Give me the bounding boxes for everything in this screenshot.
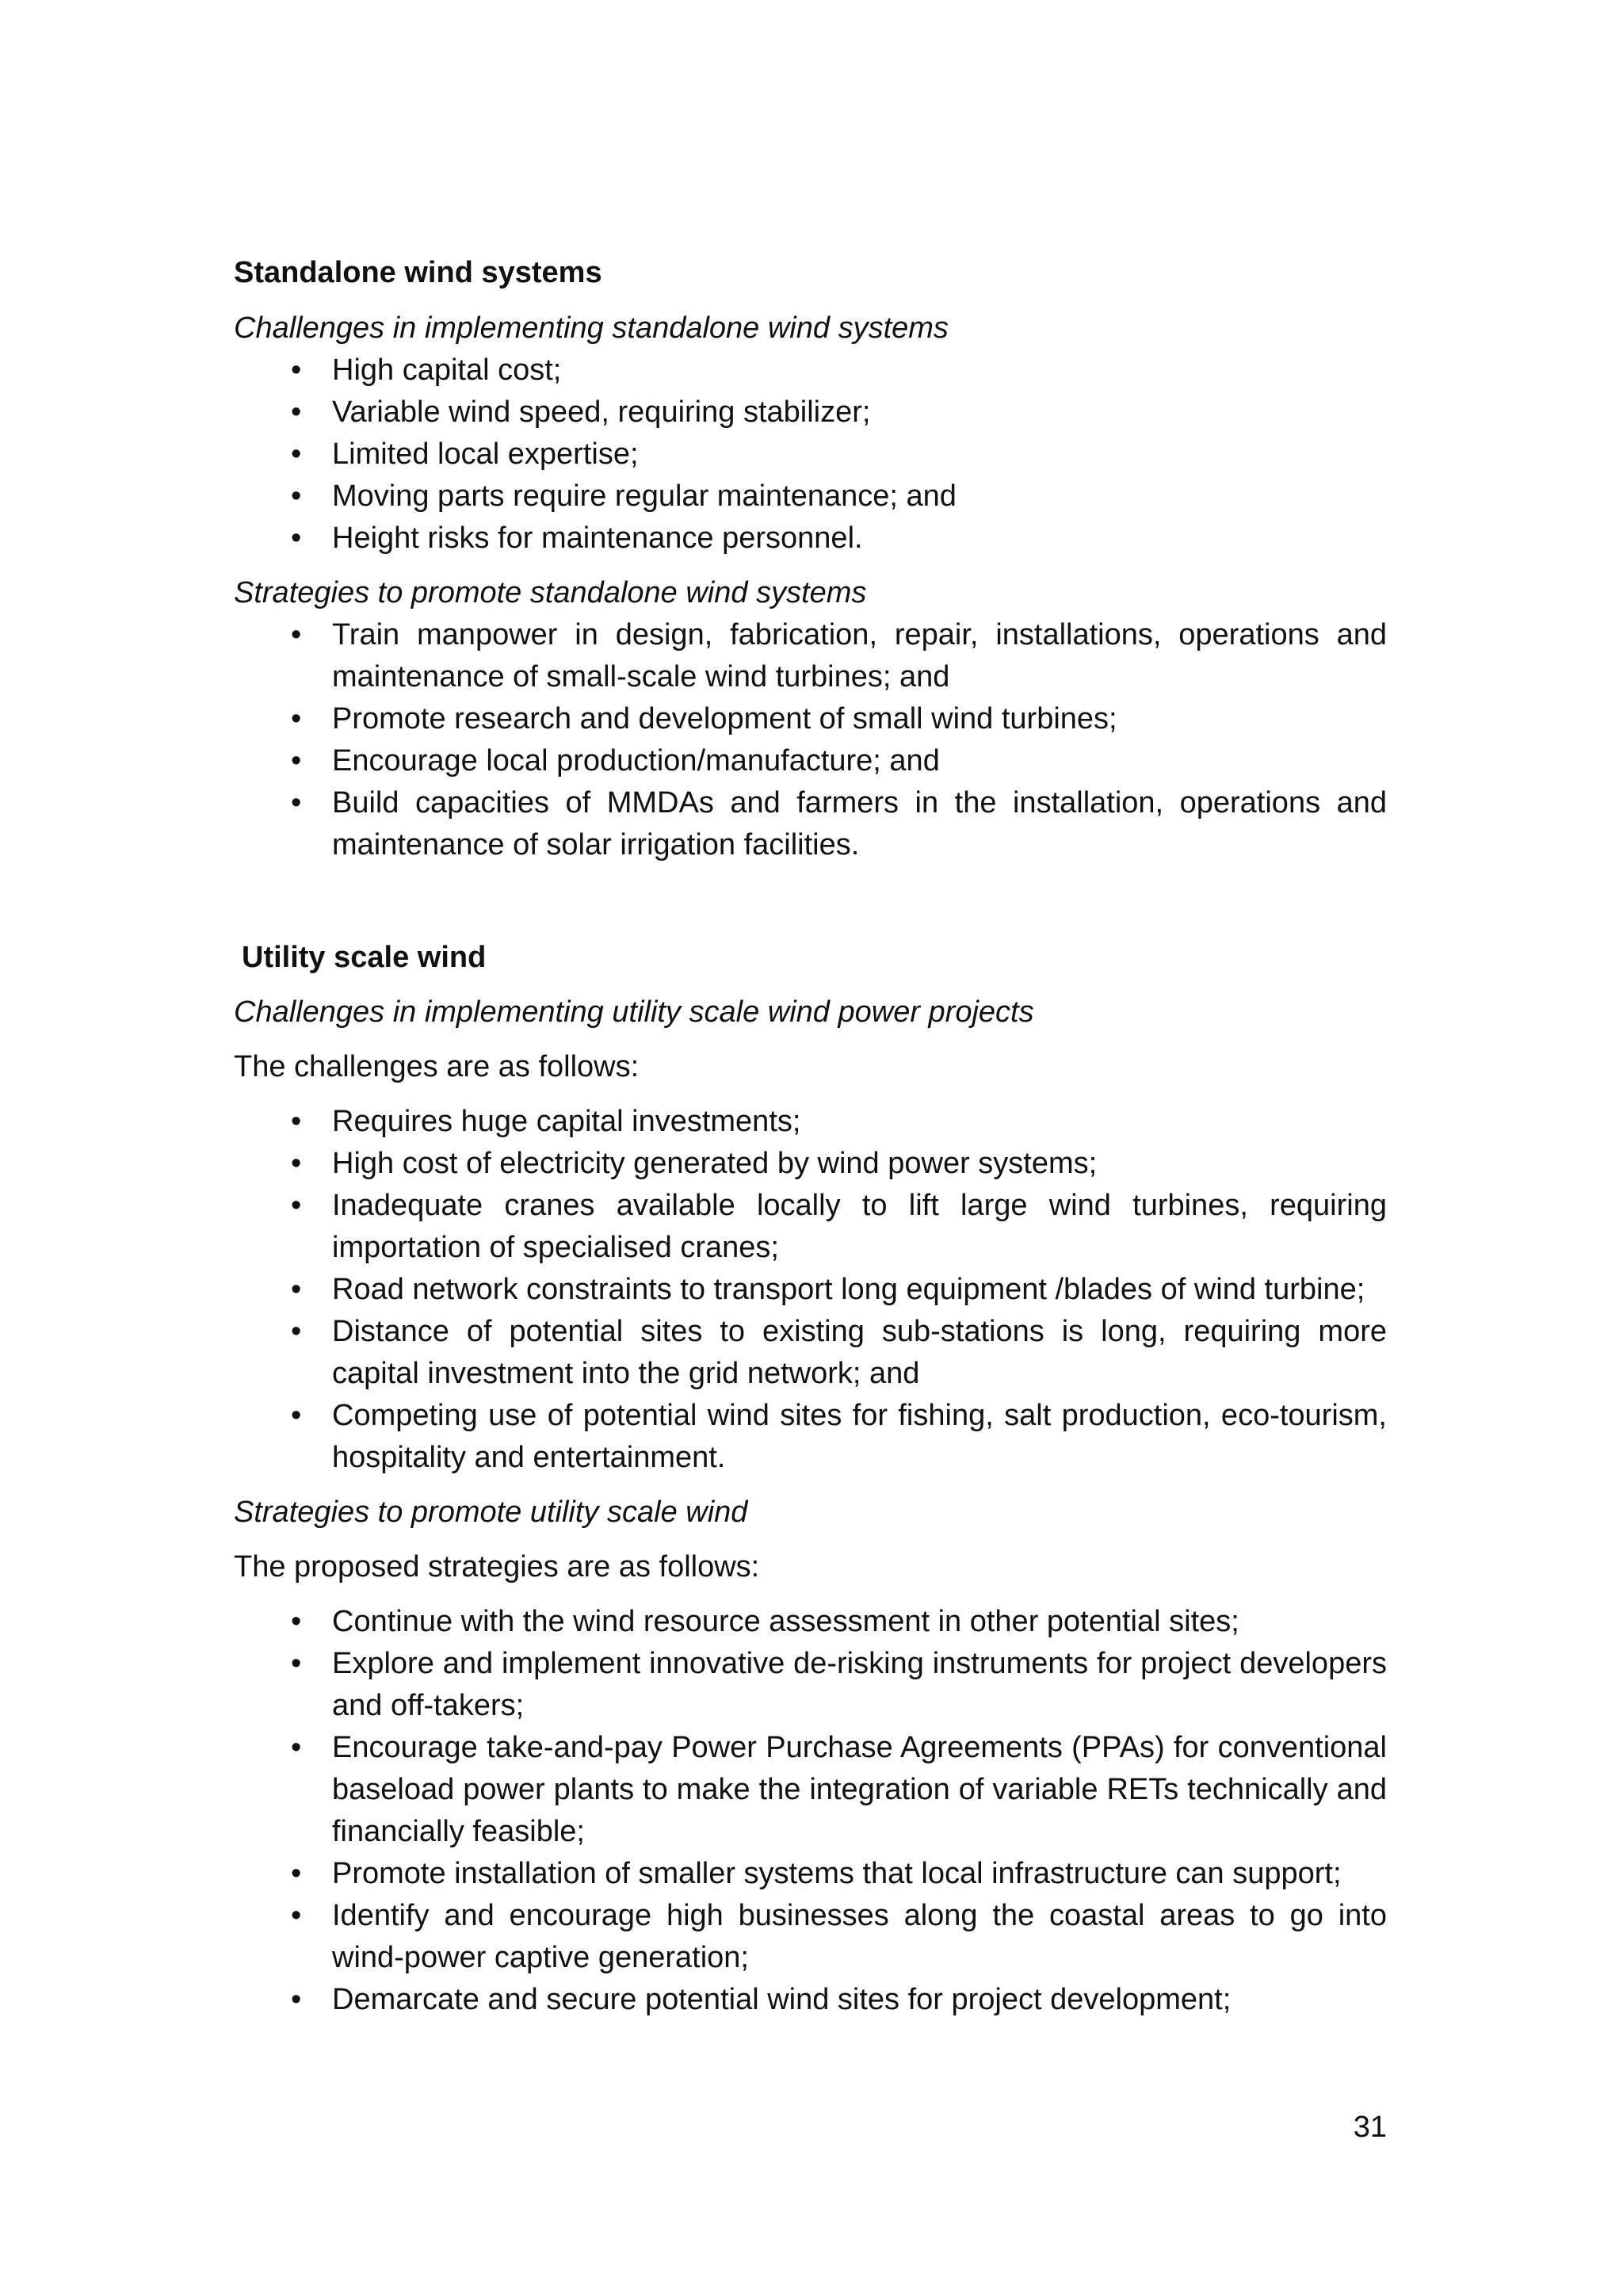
subheading-standalone-challenges: Challenges in implementing standalone wind systems [234,311,949,345]
list-item: • Road network constraints to transport long equipment /blades of wind turbine; [234,1269,1387,1311]
page-number: 31 [1353,2111,1387,2144]
challenges-intro: The challenges are as follows: [234,1050,640,1083]
bullet-icon: • [291,395,302,429]
section-heading-utility-wind: Utility scale wind [242,941,487,974]
bullet-icon: • [291,479,302,513]
list-item: • Identify and encourage high businesses along the coastal areas to go into wind-power captive generation; [234,1895,1387,1979]
list-item: • Encourage take-and-pay Power Purchase Agreements (PPAs) for conventional baseload power plants to make the integration of variable RETs technically and financially feasible; [234,1727,1387,1853]
list-item: • Explore and implement innovative de-risking instruments for project developers and off-takers; [234,1643,1387,1727]
list-item: • Height risks for maintenance personnel. [234,518,1387,560]
bullet-icon: • [291,1189,302,1222]
utility-strategies-list [234,1601,1387,2021]
list-item: • Build capacities of MMDAs and farmers in the installation, operations and maintenance of solar irrigation facilities. [234,782,1387,866]
bullet-icon: • [291,1315,302,1348]
list-item: • High capital cost; [234,350,1387,392]
bullet-icon: • [291,1983,302,2016]
bullet-icon: • [291,1605,302,1638]
section-heading-standalone-wind: Standalone wind systems [234,256,602,289]
list-item: • Promote installation of smaller systems that local infrastructure can support; [234,1853,1387,1895]
list-item: • Inadequate cranes available locally to lift large wind turbines, requiring importation of specialised cranes; [234,1185,1387,1269]
bullet-icon: • [291,1899,302,1932]
bullet-icon: • [291,1857,302,1890]
subheading-standalone-strategies: Strategies to promote standalone wind systems [234,576,867,609]
list-item: • Moving parts require regular maintenance; and [234,476,1387,518]
list-item: • Demarcate and secure potential wind sites for project development; [234,1979,1387,2021]
subheading-utility-strategies: Strategies to promote utility scale wind [234,1496,748,1529]
bullet-icon: • [291,1399,302,1432]
list-item: • Promote research and development of small wind turbines; [234,698,1387,740]
bullet-icon: • [291,353,302,387]
bullet-icon: • [291,521,302,555]
list-item: • Train manpower in design, fabrication, repair, installations, operations and maintenance of small-scale wind turbines; and [234,614,1387,698]
bullet-icon: • [291,1105,302,1138]
list-item: • High cost of electricity generated by wind power systems; [234,1143,1387,1185]
bullet-icon: • [291,702,302,735]
list-item: • Encourage local production/manufacture; and [234,740,1387,782]
standalone-strategies-list [234,614,1387,866]
subheading-utility-challenges: Challenges in implementing utility scale wind power projects [234,995,1034,1029]
bullet-icon: • [291,1273,302,1306]
utility-challenges-list [234,1101,1387,1479]
list-item: • Distance of potential sites to existing sub-stations is long, requiring more capital investment into the grid network; and [234,1311,1387,1395]
list-item: • Limited local expertise; [234,434,1387,476]
list-item: • Variable wind speed, requiring stabilizer; [234,392,1387,434]
list-item: • Requires huge capital investments; [234,1101,1387,1143]
bullet-icon: • [291,437,302,471]
list-item: • Competing use of potential wind sites for fishing, salt production, eco-tourism, hospitality and entertainment. [234,1395,1387,1479]
page-content [234,252,1387,2021]
bullet-icon: • [291,786,302,819]
bullet-icon: • [291,744,302,777]
bullet-icon: • [291,1647,302,1680]
strategies-intro: The proposed strategies are as follows: [234,1550,760,1584]
bullet-icon: • [291,1731,302,1764]
bullet-icon: • [291,1147,302,1180]
standalone-challenges-list [234,350,1387,560]
list-item: • Continue with the wind resource assessment in other potential sites; [234,1601,1387,1643]
bullet-icon: • [291,618,302,651]
